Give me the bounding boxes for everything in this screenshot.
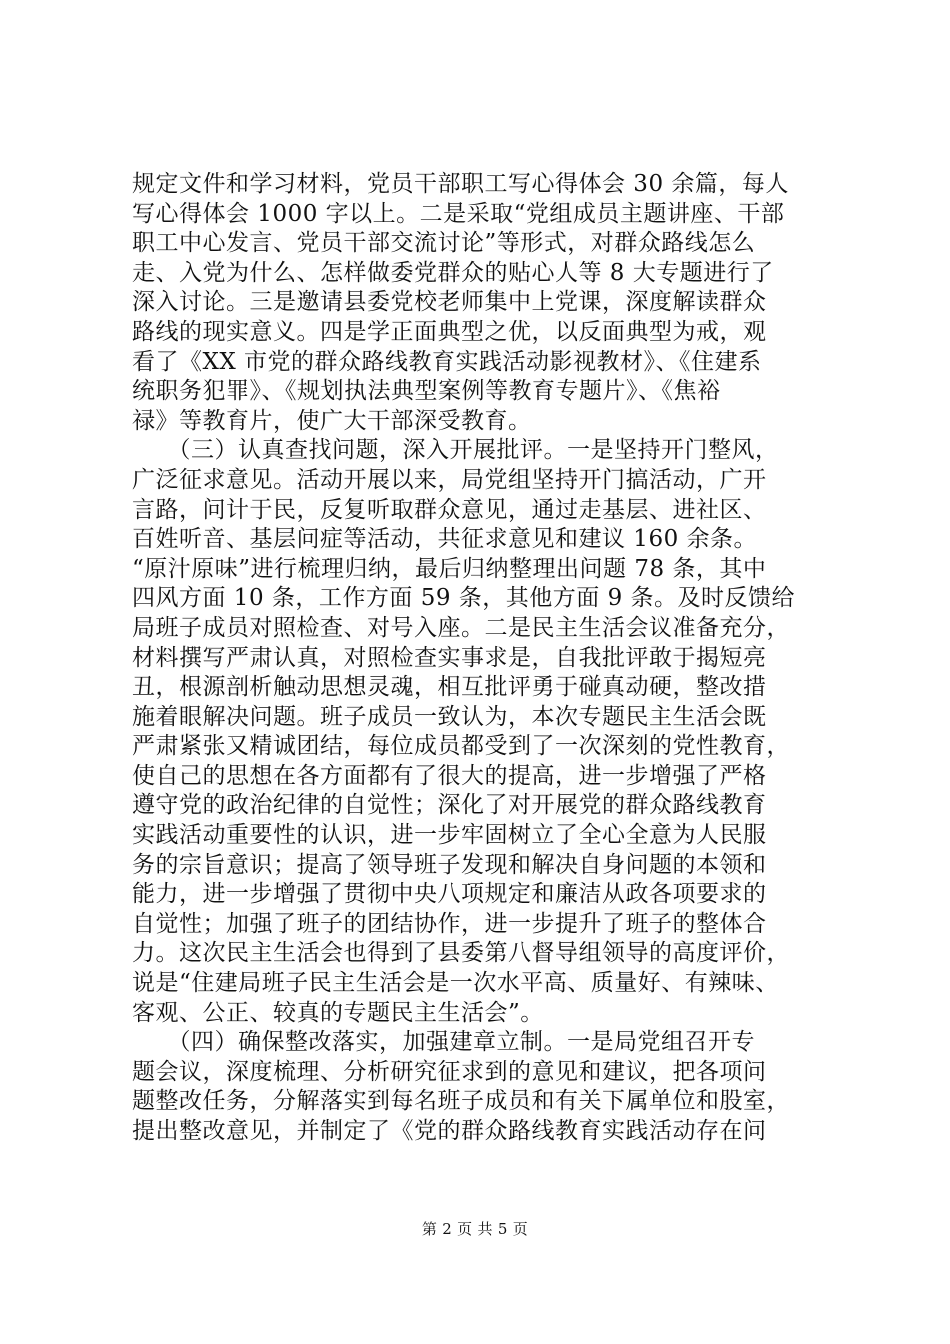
text-line: 路线的现实意义。四是学正面典型之优，以反面典型为戒，观 [132,318,767,345]
text-line: 力。这次民主生活会也得到了县委第八督导组领导的高度评价， [132,940,790,967]
text-line: 严肃紧张又精诚团结，每位成员都受到了一次深刻的党性教育， [132,733,790,760]
text-line: 写心得体会 1000 字以上。二是采取“党组成员主题讲座、干部 [132,200,785,227]
text-line: “原汁原味”进行梳理归纳，最后归纳整理出问题 78 条，其中 [132,555,767,582]
text-line: 百姓听音、基层问症等活动，共征求意见和建议 160 余条。 [132,526,758,553]
text-line: （四）确保整改落实，加强建章立制。一是局党组召开专 [132,1029,755,1056]
text-line: 丑，根源剖析触动思想灵魂，相互批评勇于碰真动硬，整改措 [132,674,767,701]
text-line: 四风方面 10 条，工作方面 59 条，其他方面 9 条。及时反馈给 [132,585,796,612]
text-line: 材料撰写严肃认真，对照检查实事求是，自我批评敢于揭短亮 [132,644,767,671]
text-line: 遵守党的政治纪律的自觉性；深化了对开展党的群众路线教育 [132,792,767,819]
text-line: 统职务犯罪》、《规划执法典型案例等教育专题片》、《焦裕 [132,378,721,405]
text-line: 广泛征求意见。活动开展以来，局党组坚持开门搞活动，广开 [132,466,767,493]
text-line: 题整改任务，分解落实到每名班子成员和有关下属单位和股室， [132,1088,790,1115]
text-line: 题会议，深度梳理、分析研究征求到的意见和建议，把各项问 [132,1058,767,1085]
text-line: 深入讨论。三是邀请县委党校老师集中上党课，深度解读群众 [132,289,767,316]
paragraph [132,1028,848,1146]
text-line: 使自己的思想在各方面都有了很大的提高，进一步增强了严格 [132,762,767,789]
text-line: 职工中心发言、党员干部交流讨论”等形式，对群众路线怎么 [132,230,756,257]
text-line: 务的宗旨意识；提高了领导班子发现和解决自身问题的本领和 [132,851,767,878]
text-line: 客观、公正、较真的专题民主生活会”。 [132,999,544,1026]
page-number-footer: 第 2 页 共 5 页 [421,1220,529,1238]
text-line: 自觉性；加强了班子的团结协作，进一步提升了班子的整体合 [132,910,767,937]
text-line: 言路，问计于民，反复听取群众意见，通过走基层、进社区、 [132,496,767,523]
document-body [132,170,848,1147]
text-line: 禄》等教育片，使广大干部深受教育。 [132,407,532,434]
text-line: 施着眼解决问题。班子成员一致认为，本次专题民主生活会既 [132,703,767,730]
text-line: 看了《XX 市党的群众路线教育实践活动影视教材》、《住建系 [132,348,762,375]
text-line: 实践活动重要性的认识，进一步牢固树立了全心全意为人民服 [132,822,767,849]
paragraph [132,436,848,1028]
paragraph [132,170,848,436]
text-line: 规定文件和学习材料，党员干部职工写心得体会 30 余篇，每人 [132,171,789,197]
text-line: 说是“住建局班子民主生活会是一次水平高、质量好、有辣味、 [132,970,779,997]
text-line: 能力，进一步增强了贯彻中央八项规定和廉洁从政各项要求的 [132,881,767,908]
text-line: 提出整改意见，并制定了《党的群众路线教育实践活动存在问 [132,1118,767,1144]
text-line: （三）认真查找问题，深入开展批评。一是坚持开门整风， [132,437,779,464]
text-line: 局班子成员对照检查、对号入座。二是民主生活会议准备充分， [132,614,790,641]
text-line: 走、入党为什么、怎样做委党群众的贴心人等 8 大专题进行了 [132,259,774,286]
